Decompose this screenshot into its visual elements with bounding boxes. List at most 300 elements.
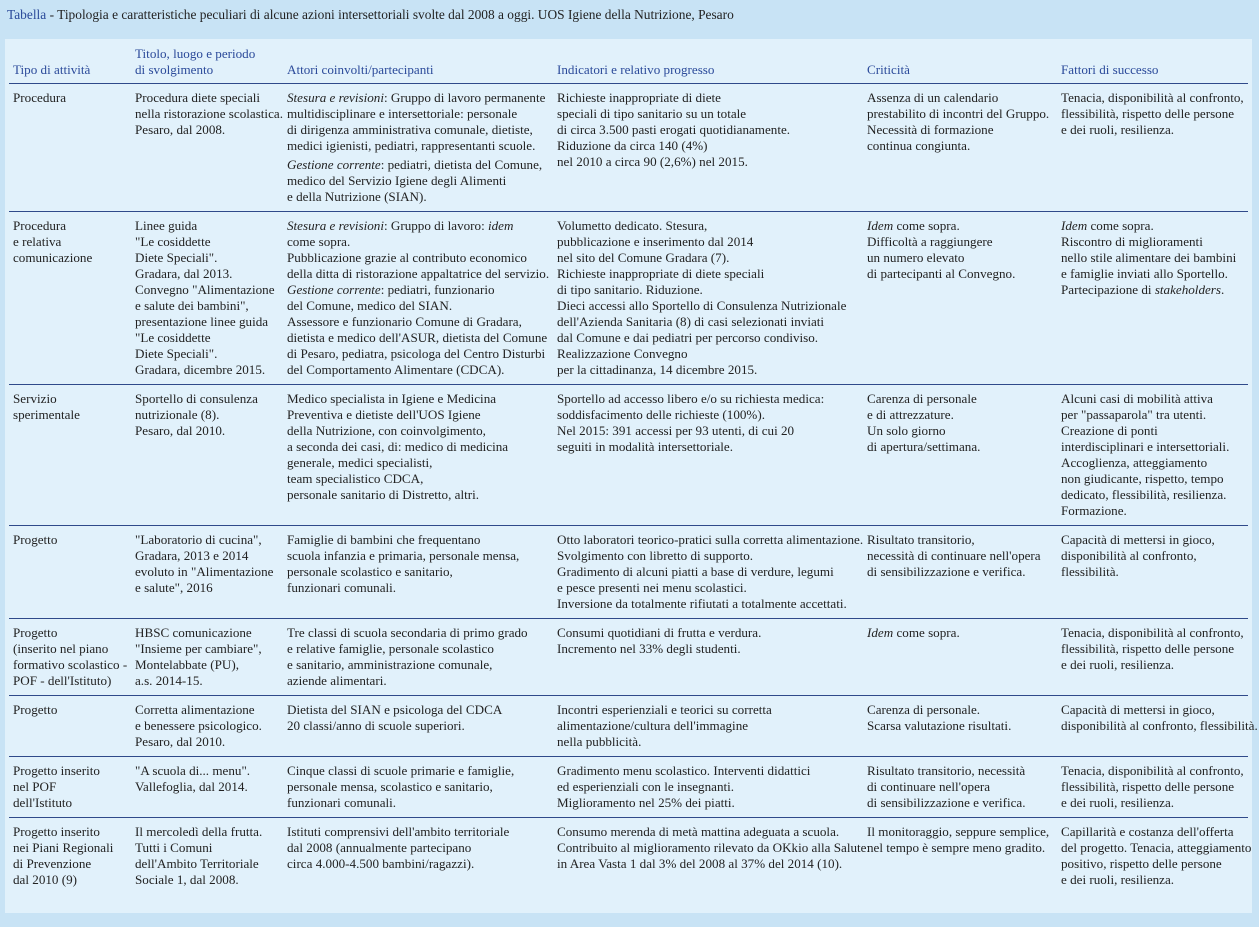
cell-line [867, 122, 1053, 138]
cell-line: Convegno "Alimentazione [135, 282, 275, 297]
cell-line: dell'Istituto [13, 795, 73, 810]
activities-table [9, 39, 1258, 894]
text-segment: personale mensa, scolastico e sanitario, [287, 779, 493, 794]
text-segment: del Comportamento Alimentare (CDCA). [287, 362, 505, 377]
text-segment: Capillarità e costanza dell'offerta [1061, 824, 1234, 839]
cell-tipo [9, 757, 131, 818]
text-segment: Pubblicazione grazie al contributo economico [287, 250, 527, 265]
cell-line [1061, 423, 1244, 439]
cell-line [287, 840, 549, 856]
text-segment: : Gruppo di lavoro permanente [383, 90, 546, 105]
header-titolo [131, 39, 283, 84]
cell-line [1061, 532, 1244, 548]
cell-line: Procedura [13, 218, 67, 233]
cell-attori [283, 619, 553, 696]
cell-line [287, 189, 549, 205]
cell-line: di Prevenzione [13, 856, 92, 871]
cell-line: e pesce presenti nei menu scolastici. [557, 580, 747, 595]
cell-line [1061, 90, 1244, 106]
cell-line [287, 625, 549, 641]
cell-line [867, 548, 1053, 564]
header-tipo [9, 39, 131, 84]
text-segment: Preventiva e dietiste dell'UOS Igiene [287, 407, 481, 422]
cell-line [287, 106, 549, 122]
cell-indicatori [553, 84, 863, 212]
cell-line: formativo scolastico - [13, 657, 128, 672]
header-line: Indicatori e relativo progresso [557, 62, 715, 77]
text-segment: come sopra. [893, 218, 960, 233]
text-segment: del Comune, medico del SIAN. [287, 298, 453, 313]
text-segment: di continuare nell'opera [867, 779, 991, 794]
cell-line [287, 795, 549, 811]
cell-line: Contribuito al miglioramento rilevato da OKkio alla Salute: [557, 840, 871, 855]
text-segment: come sopra. [893, 625, 960, 640]
text-segment: di sensibilizzazione e verifica. [867, 795, 1026, 810]
caption-label: Tabella [7, 7, 47, 22]
cell-line: a.s. 2014-15. [135, 673, 203, 688]
cell-line [1061, 702, 1244, 718]
cell-line: Inversione da totalmente rifiutati a totalmente accettati. [557, 596, 847, 611]
cell-line [867, 90, 1053, 106]
cell-line [1061, 106, 1244, 122]
text-segment: generale, medici specialisti, [287, 455, 433, 470]
text-segment: Famiglie di bambini che frequentano [287, 532, 481, 547]
cell-line [287, 641, 549, 657]
cell-line: Corretta alimentazione [135, 702, 255, 717]
text-segment: a seconda dei casi, di: medico di medicina [287, 439, 509, 454]
cell-line [1061, 234, 1244, 250]
header-line: di svolgimento [135, 62, 214, 77]
cell-line [287, 346, 549, 362]
cell-line [287, 266, 549, 282]
cell-criticita [863, 385, 1057, 526]
cell-titolo [131, 212, 283, 385]
cell-line: Sportello di consulenza [135, 391, 258, 406]
cell-tipo [9, 526, 131, 619]
text-segment: 20 classi/anno di scuole superiori. [287, 718, 465, 733]
cell-line: Progetto [13, 702, 58, 717]
cell-line: "Le cosiddette [135, 234, 211, 249]
text-segment: interdisciplinari e intersettoriali. [1061, 439, 1230, 454]
table-row [9, 619, 1248, 696]
cell-line: "Le cosiddette [135, 330, 211, 345]
cell-line [287, 548, 549, 564]
cell-line: Progetto inserito [13, 824, 100, 839]
cell-fattori [1057, 385, 1248, 526]
table-row [9, 212, 1248, 385]
cell-titolo [131, 696, 283, 757]
cell-line: Vallefoglia, dal 2014. [135, 779, 248, 794]
cell-line [867, 250, 1053, 266]
italic-term: Idem [867, 218, 894, 233]
text-segment: Carenza di personale [867, 391, 977, 406]
cell-line: nei Piani Regionali [13, 840, 114, 855]
cell-line [287, 138, 549, 154]
cell-line: Incremento nel 33% degli studenti. [557, 641, 741, 656]
cell-criticita [863, 619, 1057, 696]
cell-line: Dieci accessi allo Sportello di Consulenza Nutrizionale [557, 298, 847, 313]
cell-line [867, 391, 1053, 407]
cell-line: Progetto inserito [13, 763, 100, 778]
cell-line: alimentazione/cultura dell'immagine [557, 718, 749, 733]
cell-line: seguiti in modalità intersettoriale. [557, 439, 733, 454]
text-segment: Difficoltà a raggiungere [867, 234, 993, 249]
cell-line: Richieste inappropriate di diete [557, 90, 721, 105]
cell-line: e benessere psicologico. [135, 718, 262, 733]
cell-criticita [863, 84, 1057, 212]
text-segment: : pediatri, dietista del Comune, [380, 157, 543, 172]
cell-line: nel sito del Comune Gradara (7). [557, 250, 730, 265]
cell-line [287, 824, 549, 840]
header-fattori [1057, 39, 1248, 84]
text-segment: Il monitoraggio, seppure semplice, [867, 824, 1050, 839]
text-segment: di partecipanti al Convegno. [867, 266, 1016, 281]
text-segment: prestabilito di incontri del Gruppo. [867, 106, 1050, 121]
cell-indicatori [553, 818, 871, 895]
cell-line: Gradimento menu scolastico. Interventi didattici [557, 763, 811, 778]
text-segment: aziende alimentari. [287, 673, 387, 688]
cell-line [287, 90, 549, 106]
cell-line [867, 407, 1053, 423]
cell-line [287, 250, 549, 266]
cell-line [867, 266, 1053, 282]
cell-titolo [131, 526, 283, 619]
cell-line [1061, 657, 1244, 673]
cell-line: HBSC comunicazione [135, 625, 252, 640]
cell-line [287, 122, 549, 138]
cell-line: "A scuola di... menu". [135, 763, 251, 778]
cell-line [867, 138, 1053, 154]
cell-line: Consumo merenda di metà mattina adeguata a scuola. [557, 824, 840, 839]
cell-line: Richieste inappropriate di diete speciali [557, 266, 765, 281]
cell-line [287, 330, 549, 346]
text-segment: flessibilità, rispetto delle persone [1061, 779, 1235, 794]
cell-line [287, 702, 549, 718]
cell-line [867, 532, 1053, 548]
text-segment: Formazione. [1061, 503, 1127, 518]
cell-line [1061, 763, 1244, 779]
text-segment: e di attrezzature. [867, 407, 954, 422]
cell-line [1061, 218, 1244, 234]
text-segment: Tenacia, disponibilità al confronto, [1061, 625, 1244, 640]
text-segment: flessibilità, rispetto delle persone [1061, 641, 1235, 656]
cell-tipo [9, 212, 131, 385]
text-segment: Tre classi di scuola secondaria di primo grado [287, 625, 528, 640]
text-segment: team specialistico CDCA, [287, 471, 424, 486]
cell-line [287, 763, 549, 779]
italic-term: Idem [1061, 218, 1088, 233]
italic-term: Gestione corrente [287, 282, 381, 297]
text-segment: positivo, rispetto delle persone [1061, 856, 1222, 871]
text-segment: circa 4.000-4.500 bambini/ragazzi). [287, 856, 475, 871]
cell-line [287, 718, 549, 734]
cell-line [867, 840, 1053, 856]
text-segment: della ditta di ristorazione appaltatrice del servizio. [287, 266, 550, 281]
cell-criticita [863, 818, 1057, 895]
cell-line: presentazione linee guida [135, 314, 269, 329]
text-segment: personale scolastico e sanitario, [287, 564, 453, 579]
cell-line: (inserito nel piano [13, 641, 109, 656]
text-segment: funzionari comunali. [287, 580, 397, 595]
text-segment: Capacità di mettersi in gioco, [1061, 532, 1215, 547]
cell-line [867, 234, 1053, 250]
cell-attori [283, 212, 553, 385]
text-segment: Necessità di formazione [867, 122, 994, 137]
cell-attori [283, 696, 553, 757]
text-segment: flessibilità, rispetto delle persone [1061, 106, 1235, 121]
cell-line [867, 763, 1053, 779]
cell-line: Tutti i Comuni [135, 840, 213, 855]
cell-line: nutrizionale (8). [135, 407, 220, 422]
text-segment: : Gruppo di lavoro: [383, 218, 488, 233]
text-segment: di sensibilizzazione e verifica. [867, 564, 1026, 579]
cell-titolo [131, 84, 283, 212]
cell-line [1061, 824, 1244, 840]
cell-fattori [1057, 818, 1252, 895]
text-segment: Capacità di mettersi in gioco, [1061, 702, 1215, 717]
cell-line [1061, 282, 1244, 298]
header-line: Attori coinvolti/partecipanti [287, 62, 434, 77]
cell-criticita [863, 696, 1057, 757]
text-segment: del progetto. Tenacia, atteggiamento [1061, 840, 1252, 855]
cell-line: Gradara, 2013 e 2014 [135, 548, 249, 563]
cell-line [1061, 439, 1244, 455]
cell-line [287, 487, 549, 503]
cell-line [1061, 872, 1244, 888]
header-attori [283, 39, 553, 84]
text-segment: Tenacia, disponibilità al confronto, [1061, 763, 1244, 778]
table-row [9, 84, 1248, 212]
cell-line [287, 362, 549, 378]
cell-tipo [9, 385, 131, 526]
cell-line: di circa 3.500 pasti erogati quotidianamente. [557, 122, 791, 137]
text-segment: flessibilità. [1061, 564, 1119, 579]
cell-line [287, 564, 549, 580]
cell-line: Diete Speciali". [135, 346, 218, 361]
table-panel [5, 39, 1258, 913]
cell-fattori [1057, 619, 1248, 696]
cell-attori [283, 84, 553, 212]
cell-indicatori [553, 696, 863, 757]
header-line: Tipo di attività [13, 62, 91, 77]
cell-line [287, 314, 549, 330]
text-segment: Risultato transitorio, necessità [867, 763, 1026, 778]
cell-attori [283, 757, 553, 818]
cell-line [867, 718, 1053, 734]
text-segment: : pediatri, funzionario [380, 282, 495, 297]
text-segment: nello stile alimentare dei bambini [1061, 250, 1237, 265]
text-segment: funzionari comunali. [287, 795, 397, 810]
cell-line [1061, 641, 1244, 657]
cell-line [1061, 407, 1244, 423]
text-segment: multidisciplinare e intersettoriale: personale [287, 106, 518, 121]
cell-line [287, 423, 549, 439]
text-segment: e dei ruoli, resilienza. [1061, 872, 1175, 887]
text-segment: e dei ruoli, resilienza. [1061, 122, 1175, 137]
text-segment: scuola infanzia e primaria, personale mensa, [287, 548, 520, 563]
cell-line: nella pubblicità. [557, 734, 642, 749]
cell-line: dal 2010 (9) [13, 872, 77, 887]
cell-line [1061, 503, 1244, 519]
cell-line [1061, 779, 1244, 795]
text-segment: personale sanitario di Distretto, altri. [287, 487, 479, 502]
text-segment: necessità di continuare nell'opera [867, 548, 1041, 563]
text-segment: Cinque classi di scuole primarie e famiglie, [287, 763, 515, 778]
text-segment: Un solo giorno [867, 423, 946, 438]
cell-line [867, 795, 1053, 811]
text-segment: Alcuni casi di mobilità attiva [1061, 391, 1213, 406]
text-segment: continua congiunta. [867, 138, 971, 153]
text-segment: Medico specialista in Igiene e Medicina [287, 391, 497, 406]
cell-attori [283, 385, 553, 526]
cell-line [287, 234, 549, 250]
cell-line: ed esperienziali con le insegnanti. [557, 779, 735, 794]
text-segment: Creazione di ponti [1061, 423, 1158, 438]
text-segment: non giudicante, rispetto, tempo [1061, 471, 1224, 486]
text-segment: Assenza di un calendario [867, 90, 999, 105]
text-segment: disponibilità al confronto, flessibilità. [1061, 718, 1258, 733]
cell-indicatori [553, 385, 863, 526]
cell-tipo [9, 696, 131, 757]
cell-line: in Area Vasta 1 dal 3% del 2008 al 37% del 2014 (10). [557, 856, 843, 871]
text-segment: come sopra. [1087, 218, 1154, 233]
cell-line [287, 407, 549, 423]
cell-line: Consumi quotidiani di frutta e verdura. [557, 625, 762, 640]
cell-line: dell'Ambito Territoriale [135, 856, 259, 871]
cell-line [1061, 564, 1244, 580]
cell-line: Riduzione da circa 140 (4%) [557, 138, 708, 153]
cell-fattori [1057, 696, 1258, 757]
text-segment: Tenacia, disponibilità al confronto, [1061, 90, 1244, 105]
cell-titolo [131, 757, 283, 818]
cell-line [287, 779, 549, 795]
italic-term: Gestione corrente [287, 157, 381, 172]
text-segment: di apertura/settimana. [867, 439, 981, 454]
table-row [9, 385, 1248, 526]
cell-line [1061, 718, 1258, 734]
cell-line [287, 657, 549, 673]
text-segment: della Nutrizione, con coinvolgimento, [287, 423, 486, 438]
cell-titolo [131, 818, 283, 895]
cell-line: "Laboratorio di cucina", [135, 532, 262, 547]
cell-line: Gradimento di alcuni piatti a base di verdure, legumi [557, 564, 834, 579]
text-segment: di Pesaro, pediatra, psicologa del Centro Disturbi [287, 346, 546, 361]
cell-indicatori [553, 619, 863, 696]
italic-term: Stesura e revisioni [287, 218, 384, 233]
cell-fattori [1057, 84, 1248, 212]
italic-term: stakeholders [1154, 282, 1221, 297]
cell-line: Svolgimento con libretto di supporto. [557, 548, 754, 563]
cell-line [287, 673, 549, 689]
cell-criticita [863, 526, 1057, 619]
header-indicatori [553, 39, 863, 84]
text-segment: dal 2008 (annualmente partecipano [287, 840, 472, 855]
cell-line: Procedura [13, 90, 67, 105]
cell-line: Otto laboratori teorico-pratici sulla corretta alimentazione. [557, 532, 864, 547]
cell-line [287, 298, 549, 314]
cell-titolo [131, 385, 283, 526]
text-segment: come sopra. [287, 234, 351, 249]
cell-criticita [863, 757, 1057, 818]
cell-line: sperimentale [13, 407, 80, 422]
cell-fattori [1057, 757, 1248, 818]
text-segment: e famiglie inviati allo Sportello. [1061, 266, 1228, 281]
cell-line: nel POF [13, 779, 57, 794]
cell-line [287, 856, 549, 872]
text-segment: Assessore e funzionario Comune di Gradara, [287, 314, 522, 329]
text-segment: Riscontro di miglioramenti [1061, 234, 1203, 249]
cell-tipo [9, 818, 131, 895]
cell-indicatori [553, 212, 863, 385]
cell-line: Diete Speciali". [135, 250, 218, 265]
text-segment: un numero elevato [867, 250, 965, 265]
cell-tipo [9, 84, 131, 212]
table-body [9, 84, 1258, 895]
text-segment: Risultato transitorio, [867, 532, 975, 547]
cell-line [867, 824, 1053, 840]
cell-line [287, 580, 549, 596]
text-segment: disponibilità al confronto, [1061, 548, 1197, 563]
cell-line: dell'Azienda Sanitaria (8) di casi selezionati inviati [557, 314, 825, 329]
cell-line: per la cittadinanza, 14 dicembre 2015. [557, 362, 758, 377]
cell-line [287, 282, 549, 298]
cell-line: Nel 2015: 391 accessi per 93 utenti, di cui 20 [557, 423, 795, 438]
cell-line [1061, 250, 1244, 266]
cell-line: Servizio [13, 391, 57, 406]
text-segment: Carenza di personale. [867, 702, 981, 717]
cell-line [287, 391, 549, 407]
table-row [9, 818, 1248, 895]
cell-line [1061, 548, 1244, 564]
cell-line: speciali di tipo sanitario su un totale [557, 106, 747, 121]
cell-line [1061, 391, 1244, 407]
cell-line [1061, 266, 1244, 282]
cell-indicatori [553, 526, 863, 619]
cell-attori [283, 526, 553, 619]
cell-fattori [1057, 526, 1248, 619]
italic-term: Stesura e revisioni [287, 90, 384, 105]
text-segment: nel tempo è sempre meno gradito. [867, 840, 1046, 855]
cell-line: nel 2010 a circa 90 (2,6%) nel 2015. [557, 154, 748, 169]
cell-line [867, 218, 1053, 234]
cell-line: Il mercoledì della frutta. [135, 824, 263, 839]
cell-line: nella ristorazione scolastica. [135, 106, 283, 121]
cell-line [287, 218, 549, 234]
cell-line: Pesaro, dal 2010. [135, 734, 226, 749]
text-segment: Scarsa valutazione risultati. [867, 718, 1012, 733]
italic-term: idem [488, 218, 514, 233]
cell-line: comunicazione [13, 250, 93, 265]
cell-line: Pesaro, dal 2008. [135, 122, 226, 137]
cell-line: soddisfacimento delle richieste (100%). [557, 407, 765, 422]
cell-line: Procedura diete speciali [135, 90, 261, 105]
cell-line: Sportello ad accesso libero e/o su richiesta medica: [557, 391, 825, 406]
cell-line [1061, 122, 1244, 138]
cell-line [1061, 625, 1244, 641]
text-segment: dietista e medico dell'ASUR, dietista del Comune [287, 330, 548, 345]
cell-titolo [131, 619, 283, 696]
cell-attori [283, 818, 553, 895]
cell-tipo [9, 619, 131, 696]
cell-line [287, 471, 549, 487]
cell-line [287, 157, 549, 173]
cell-line: dal Comune e dai pediatri per percorso condiviso. [557, 330, 819, 345]
cell-line: Incontri esperienziali e teorici su corretta [557, 702, 772, 717]
cell-line: pubblicazione e inserimento dal 2014 [557, 234, 754, 249]
cell-line: Linee guida [135, 218, 198, 233]
text-segment: per "passaparola" tra utenti. [1061, 407, 1207, 422]
cell-line [1061, 840, 1252, 856]
